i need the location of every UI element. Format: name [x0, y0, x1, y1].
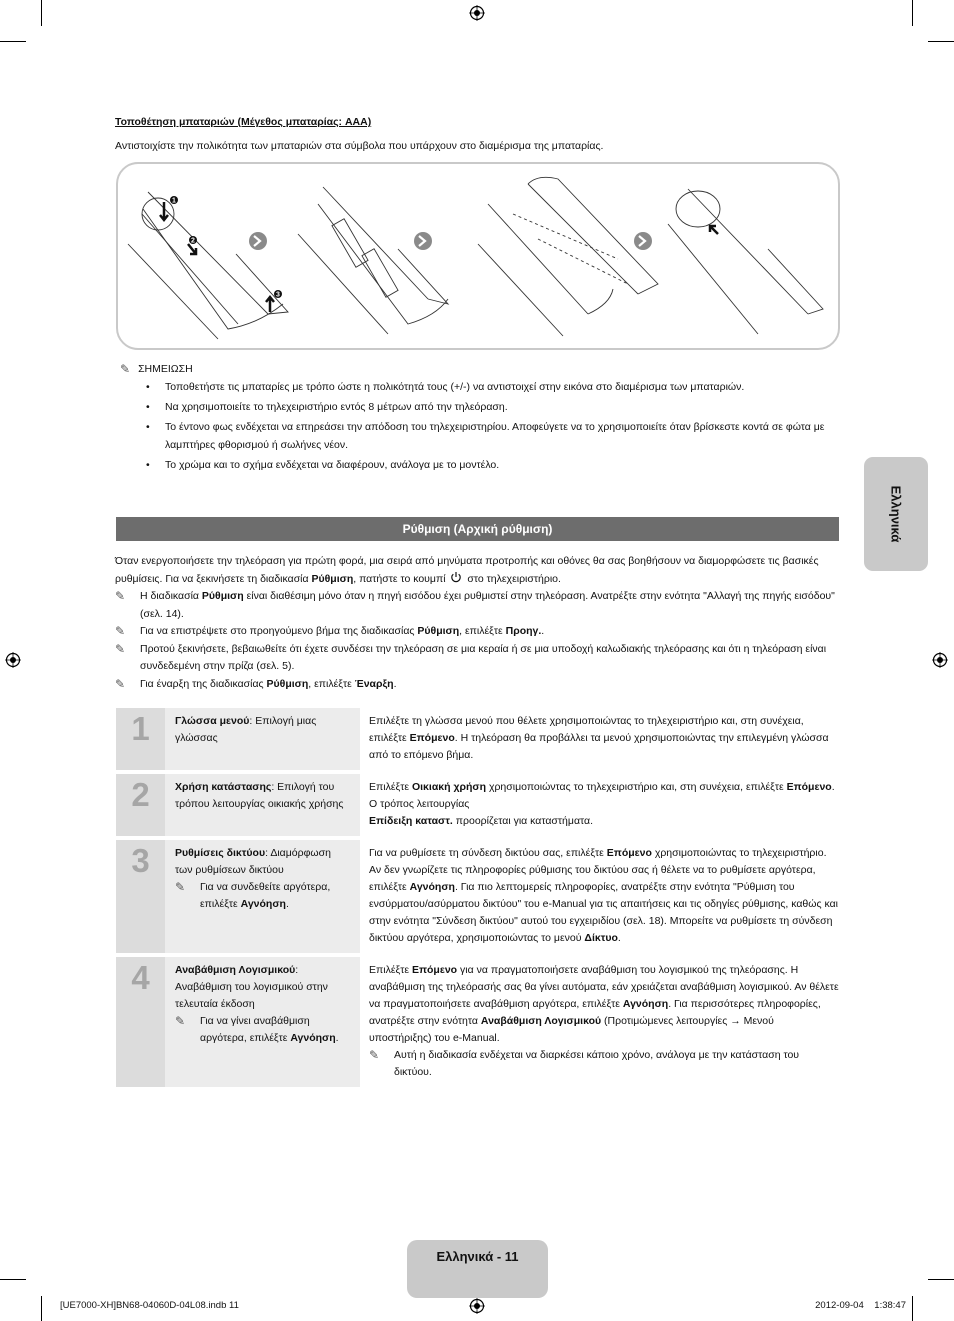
side-tab-label: Ελληνικά [888, 485, 904, 543]
step-label: Χρήση κατάστασης: Επιλογή του τρόπου λειτουργίας οικιακής χρήσης [165, 774, 360, 836]
section-bar-title: Ρύθμιση (Αρχική ρύθμιση) [116, 517, 839, 541]
print-timestamp: 2012-09-04 1:38:47 [815, 1300, 906, 1311]
table-row [116, 840, 839, 953]
list-item: • Το χρώμα και το σχήμα ενδέχεται να διαφέρουν, ανάλογα με το μοντέλο. [140, 456, 840, 474]
list-item: • Τοποθετήστε τις μπαταρίες με τρόπο ώστε η πολικότητά τους (+/-) να αντιστοιχεί στην εικόνα στο διαμέρισμα των μπαταριών. [140, 378, 840, 396]
page-number: Ελληνικά - 11 [436, 1249, 519, 1264]
crop-mark [912, 0, 913, 26]
right-arrow-circle-icon [249, 232, 267, 250]
marker-2: 2 [191, 237, 195, 245]
registration-mark-icon [5, 652, 21, 668]
language-side-tab [864, 457, 928, 571]
crop-mark [928, 41, 954, 42]
registration-mark-icon [469, 5, 485, 21]
power-icon [450, 571, 462, 583]
setup-notes [115, 588, 840, 693]
note-item: ✎ Για έναρξη της διαδικασίας Ρύθμιση, επιλέξτε Έναρξη. [115, 676, 840, 694]
pencil-note-icon: ✎ [175, 880, 186, 894]
battery-installation-figure [116, 162, 840, 350]
crop-mark [41, 0, 42, 26]
pencil-note-icon: ✎ [369, 1048, 380, 1062]
step-description: Επιλέξτε τη γλώσσα μενού που θέλετε χρησιμοποιώντας το τηλεχειριστήριο και, στη συνέχεια, επιλέξτε Επόμενο. Η τηλεόραση θα προβάλλει τα μενού χρησιμοποιώντας την επιλεγμένη γλώσσα από το επόμενο βήμα. [369, 715, 829, 761]
pencil-note-icon: ✎ [120, 362, 131, 376]
table-row [116, 957, 839, 1087]
step-number: 2 [116, 774, 165, 836]
table-row [116, 708, 839, 770]
pencil-note-icon: ✎ [115, 589, 126, 603]
note-title: ΣΗΜΕΙΩΣΗ [138, 363, 193, 375]
step-label: Αναβάθμιση Λογισμικού: Αναβάθμιση του λογισμικού στην τελευταία έκδοση ✎ Για να γίνει αναβάθμιση αργότερα, επιλέξτε Αγνόηση. [165, 957, 360, 1087]
note-item: ✎ Για να γίνει αναβάθμιση αργότερα, επιλέξτε Αγνόηση. [175, 1014, 339, 1044]
step-number: 4 [116, 957, 165, 1087]
note-header [120, 362, 193, 376]
note-item: ✎ Η διαδικασία Ρύθμιση είναι διαθέσιμη μόνο όταν η πηγή εισόδου έχει ρυθμιστεί στην τηλεόραση. Ανατρέξτε στην ενότητα "Αλλαγή της πηγής εισόδου" (σελ. 14). [115, 589, 835, 620]
list-item: • Το έντονο φως ενδέχεται να επηρεάσει την απόδοση του τηλεχειριστηρίου. Αποφεύγετε να το χρησιμοποιείτε όταν βρίσκεστε κοντά σε φώτα με λαμπτήρες φθορισμού ή σωλήνες νέον. [140, 418, 840, 454]
crop-mark [0, 1279, 26, 1280]
battery-illustration [118, 164, 838, 348]
crop-mark [0, 41, 26, 42]
pencil-note-icon: ✎ [175, 1014, 186, 1028]
step-description: Για να ρυθμίσετε τη σύνδεση δικτύου σας, επιλέξτε Επόμενο χρησιμοποιώντας το τηλεχειριστήριο. Αν δεν γνωρίζετε τις πληροφορίες ρύθμισης του δικτύου σας ή θέλετε να το ρυθμίσετε αργότερα, επιλέξτε Αγνόηση. Για πιο λεπτομερείς πληροφορίες, ανατρέξτε στην ενότητα "Ρύθμιση του ενσύρματου/ασύρματου δικτύου" του e-Manual για τις απαιτήσεις και τις οδηγίες ρύθμισης, καθώς και στην ενότητα "Σύνδεση δικτύου" αυτού του εγχειριδίου (σελ. 18). Μπορείτε να ρυθμίσετε τη σύνδεση δικτύου αργότερα, χρησιμοποιώντας το μενού Δίκτυο. [369, 847, 838, 944]
section-title: Τοποθέτηση μπαταριών (Μέγεθος μπαταρίας: AAA) [115, 116, 372, 128]
right-arrow-circle-icon [634, 232, 652, 250]
page-number-tab [407, 1240, 548, 1298]
file-info: [UE7000-XH]BN68-04060D-04L08.indb 11 [60, 1300, 239, 1311]
step-description: Επιλέξτε Οικιακή χρήση χρησιμοποιώντας το τηλεχειριστήριο και, στη συνέχεια, επιλέξτε Επόμενο. Ο τρόπος λειτουργίας Επίδειξη καταστ. προορίζεται για καταστήματα. [369, 781, 835, 827]
table-row [116, 774, 839, 836]
step-number: 1 [116, 708, 165, 770]
pencil-note-icon: ✎ [115, 676, 126, 691]
step-description: Επιλέξτε Επόμενο για να πραγματοποιήσετε αναβάθμιση του λογισμικού της τηλεόρασης. Η αναβάθμιση της τηλεόρασής σας θα γίνει αυτόματα, εάν χρειάζεται αναβάθμιση λογισμικού. Αν θέλετε να πραγματοποιήσετε αναβάθμιση αργότερα, επιλέξτε Αγνόηση. Για περισσότερες πληροφορίες, ανατρέξτε στην ενότητα Αναβάθμιση Λογισμικού (Προτιμώμενες λειτουργίες → Μενού υποστήριξης) του e-Manual. ✎ Αυτή η διαδικασία ενδέχεται να διαρκέσει κάποιο χρόνο, ανάλογα με την κατάσταση του δικτύου. [360, 957, 839, 1087]
step-label: Γλώσσα μενού: Επιλογή μιας γλώσσας [165, 708, 360, 770]
step-label: Ρυθμίσεις δικτύου: Διαμόρφωση των ρυθμίσεων δικτύου ✎ Για να συνδεθείτε αργότερα, επιλέξτε Αγνόηση. [165, 840, 360, 953]
marker-3: 3 [276, 291, 280, 299]
note-item: ✎ Για να συνδεθείτε αργότερα, επιλέξτε Αγνόηση. [175, 880, 331, 910]
right-arrow-circle-icon [414, 232, 432, 250]
crop-mark [912, 1296, 913, 1321]
crop-mark [41, 1296, 42, 1321]
note-item: ✎ Για να επιστρέψετε στο προηγούμενο βήμα της διαδικασίας Ρύθμιση, επιλέξτε Προηγ.. [115, 623, 840, 641]
registration-mark-icon [469, 1298, 485, 1314]
section-intro: Αντιστοιχίστε την πολικότητα των μπαταριών στα σύμβολα που υπάρχουν στο διαμέρισμα της μπαταρίας. [115, 140, 604, 152]
crop-mark [928, 1279, 954, 1280]
pencil-note-icon: ✎ [115, 641, 126, 656]
marker-1: 1 [172, 197, 176, 205]
note-bullet-list [140, 378, 840, 476]
note-item: ✎ Προτού ξεκινήσετε, βεβαιωθείτε ότι έχετε συνδέσει την τηλεόραση σε μια κεραία ή σε μια υποδοχή καλωδιακής τηλεόρασης και ότι η τηλεόραση είναι συνδεδεμένη στην πρίζα (σελ. 5). [115, 641, 827, 672]
pencil-note-icon: ✎ [115, 624, 126, 638]
note-item: ✎ Αυτή η διαδικασία ενδέχεται να διαρκέσει κάποιο χρόνο, ανάλογα με την κατάσταση του δικτύου. [369, 1048, 800, 1078]
step-number: 3 [116, 840, 165, 953]
setup-steps-table [116, 708, 839, 1087]
list-item: • Να χρησιμοποιείτε το τηλεχειριστήριο εντός 8 μέτρων από την τηλεόραση. [140, 398, 840, 416]
registration-mark-icon [932, 652, 948, 668]
setup-intro: Όταν ενεργοποιήσετε την τηλεόραση για πρώτη φορά, μια σειρά από μηνύματα προτροπής και οθόνες θα σας βοηθήσουν να διαμορφώσετε τις βασικές ρυθμίσεις. Για να ξεκινήσετε τη διαδικασία Ρύθμιση, πατήστε το κουμπί στο τηλεχειριστήριο. [115, 555, 819, 585]
